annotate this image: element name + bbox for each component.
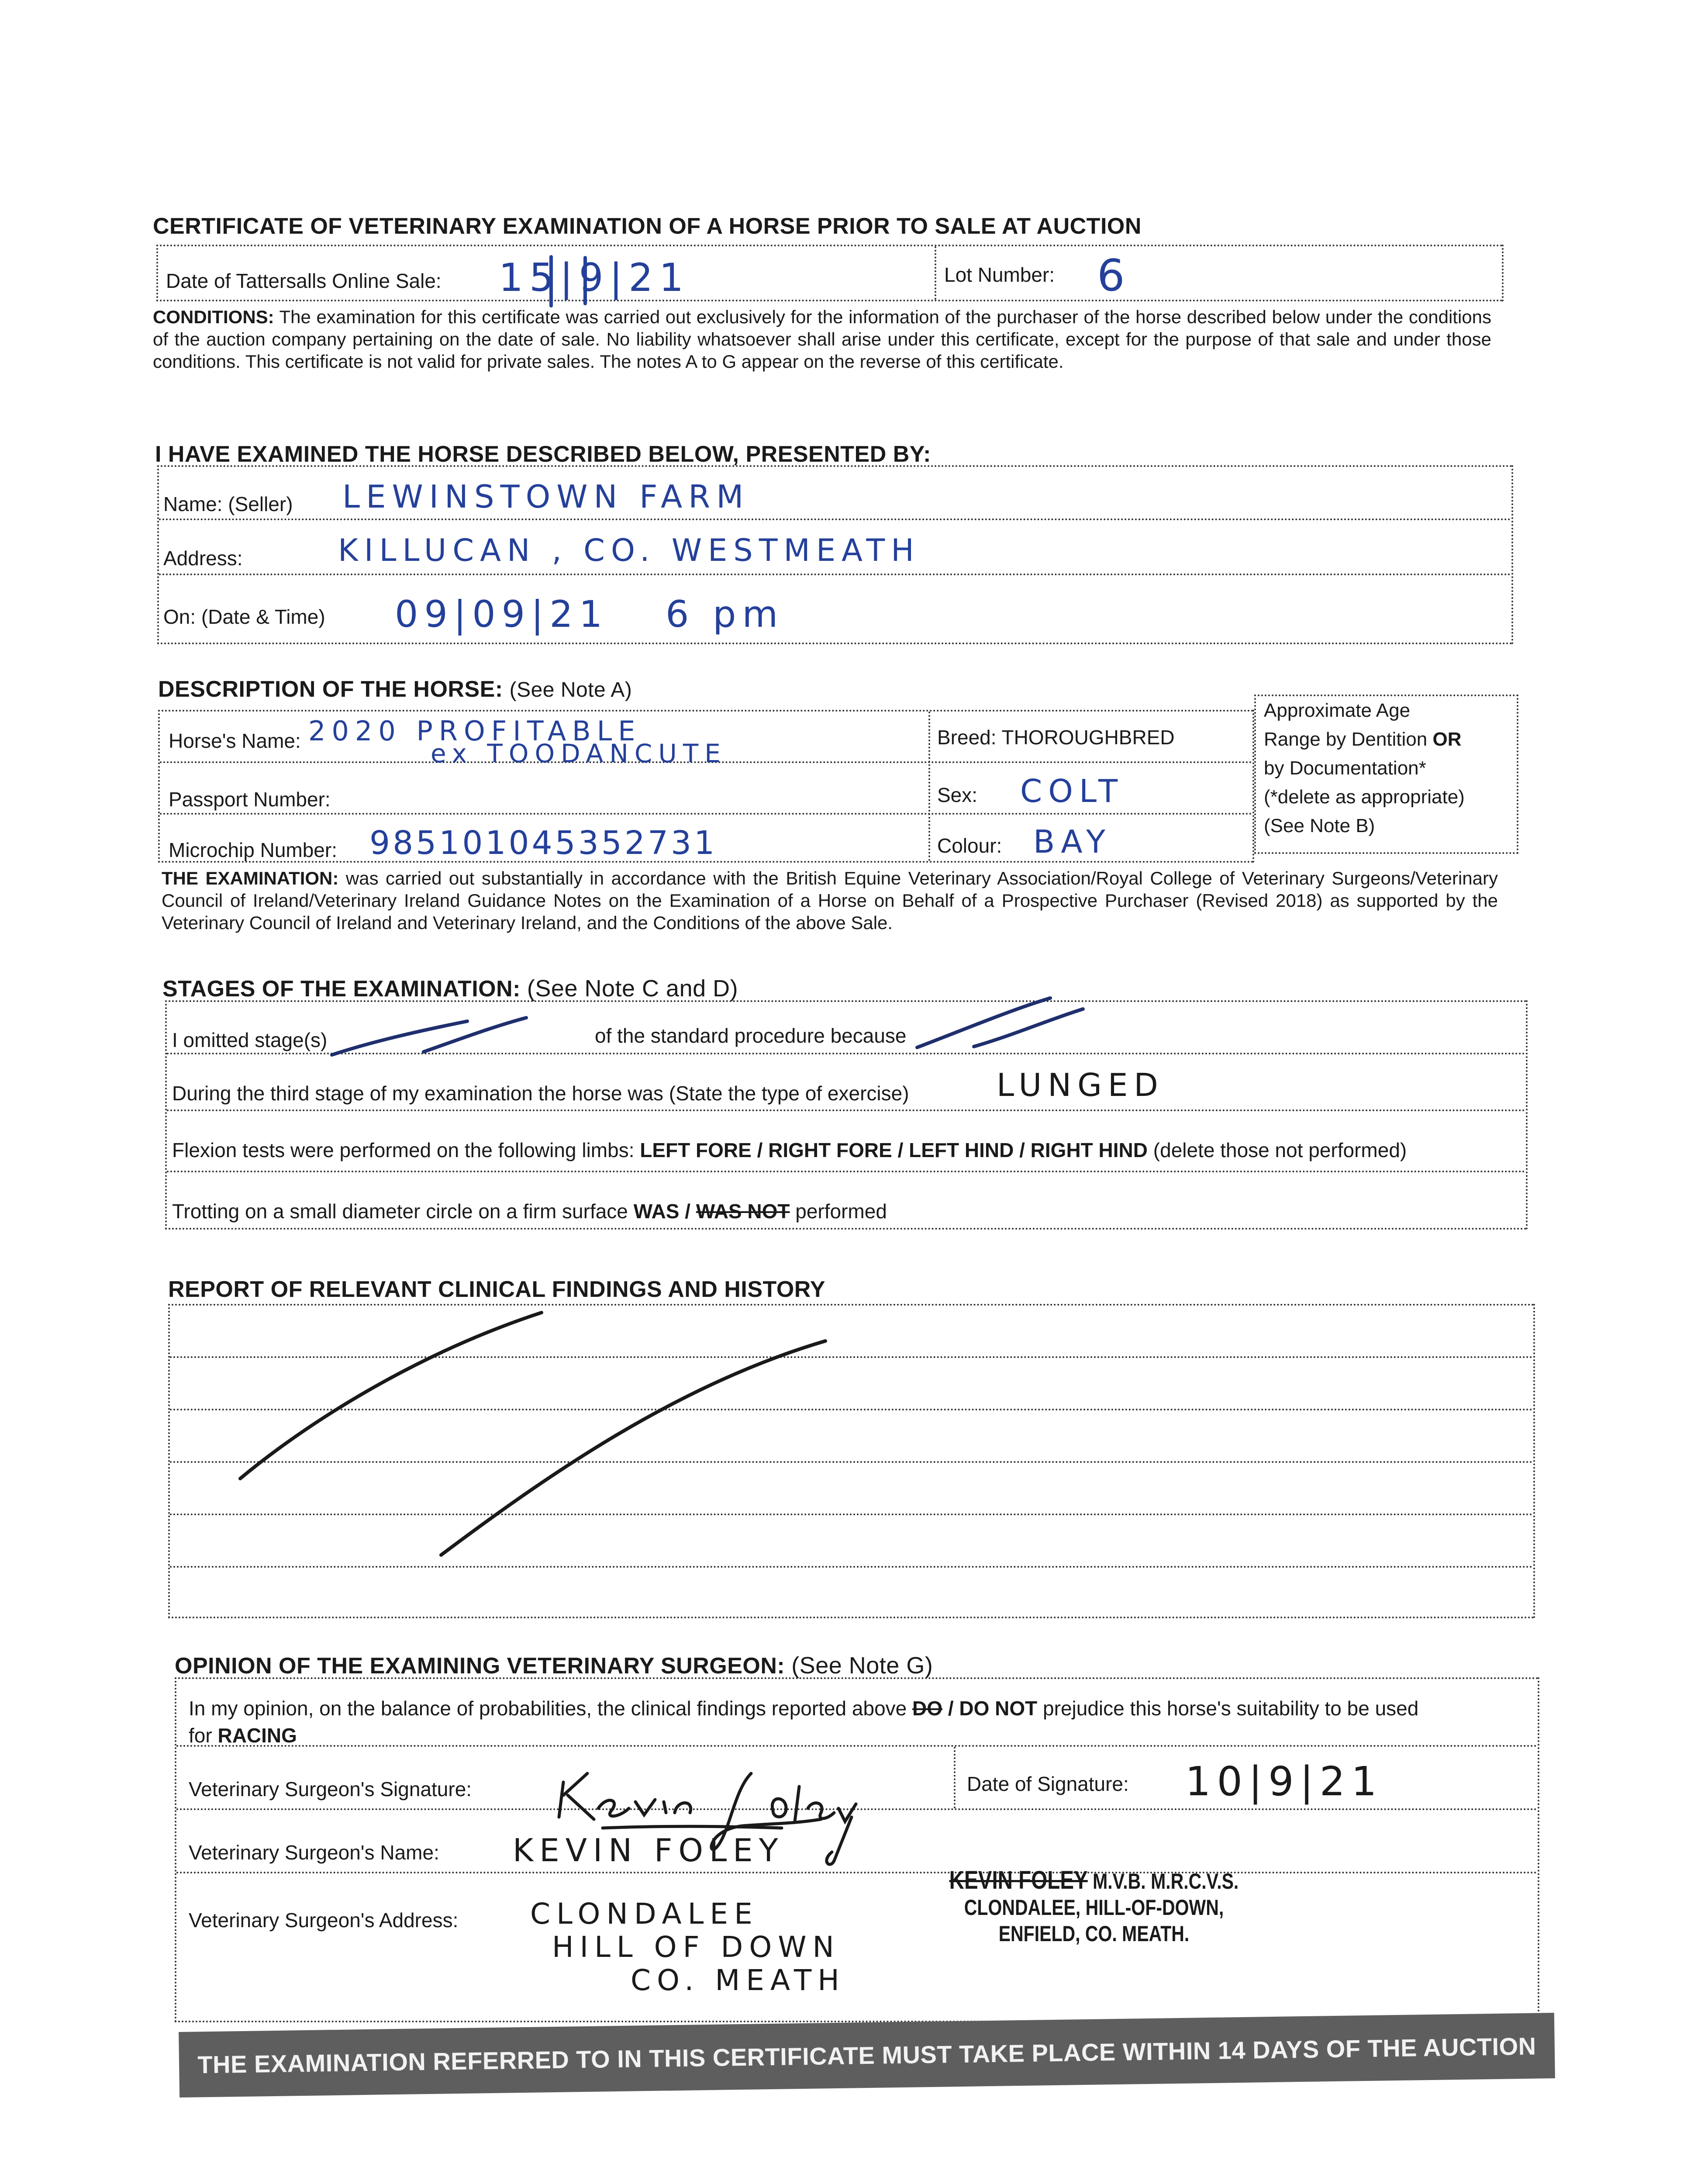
vet-stamp: KEVIN FOLEY M.V.B. M.R.C.V.S. CLONDALEE, HILL-OF-DOWN, ENFIELD, CO. MEATH. bbox=[949, 1866, 1239, 1946]
seller-address-value[interactable]: KILLUCAN , CO. WESTMEATH bbox=[338, 532, 920, 568]
conditions-heading: CONDITIONS: bbox=[153, 307, 274, 327]
omitted-stage-strike-marks bbox=[332, 998, 1083, 1055]
microchip-value[interactable]: 985101045352731 bbox=[369, 824, 718, 862]
breed-value: THOROUGHBRED bbox=[1001, 726, 1175, 749]
on-time-value[interactable]: 6 pm bbox=[666, 593, 784, 636]
omitted-stages-label: I omitted stage(s) bbox=[172, 1029, 328, 1051]
sex-value[interactable]: COLT bbox=[1020, 773, 1124, 809]
on-date-time-label: On: (Date & Time) bbox=[163, 605, 325, 628]
lot-number-label: Lot Number: bbox=[944, 263, 1055, 286]
third-stage-label: During the third stage of my examination the horse was (State the type of exercise) bbox=[172, 1082, 909, 1105]
seller-name-value[interactable]: LEWINSTOWN FARM bbox=[342, 478, 750, 515]
signature-scribble bbox=[559, 1773, 856, 1864]
sex-label: Sex: bbox=[937, 784, 978, 806]
opinion-note: (See Note G) bbox=[791, 1652, 933, 1679]
date-of-signature-value[interactable]: 10|9|21 bbox=[1185, 1758, 1383, 1805]
vet-address-value[interactable]: CLONDALEE HILL OF DOWN CO. MEATH bbox=[530, 1897, 845, 1997]
breed-label: Breed: bbox=[937, 726, 997, 749]
omitted-reason-label: of the standard procedure because bbox=[595, 1024, 907, 1047]
report-strike-lines bbox=[240, 1313, 825, 1555]
vet-name-value[interactable]: KEVIN FOLEY bbox=[513, 1832, 784, 1869]
age-range-text: Approximate Age Range by Dentition OR by Documentation* (*delete as appropriate) (See Note B) bbox=[1264, 700, 1465, 836]
horse-name-line2[interactable]: ex TOODANCUTE bbox=[431, 739, 727, 768]
certificate-title: CERTIFICATE OF VETERINARY EXAMINATION OF A HORSE PRIOR TO SALE AT AUCTION bbox=[153, 214, 1142, 239]
horse-name-label: Horse's Name: bbox=[169, 729, 301, 752]
colour-label: Colour: bbox=[937, 834, 1002, 857]
seller-address-label: Address: bbox=[163, 547, 243, 570]
presented-by-title: I HAVE EXAMINED THE HORSE DESCRIBED BELOW, PRESENTED BY: bbox=[155, 442, 931, 467]
trotting-text: Trotting on a small diameter circle on a firm surface WAS / WAS NOT performed bbox=[172, 1200, 887, 1223]
third-stage-value[interactable]: LUNGED bbox=[997, 1067, 1164, 1103]
stages-title: STAGES OF THE EXAMINATION: (See Note C and D) bbox=[162, 975, 738, 1002]
date-divider-strokes bbox=[551, 257, 585, 306]
sale-date-label: Date of Tattersalls Online Sale: bbox=[166, 270, 442, 292]
stages-note: (See Note C and D) bbox=[527, 975, 738, 1002]
description-note: (See Note A) bbox=[509, 678, 632, 702]
report-title: REPORT OF RELEVANT CLINICAL FINDINGS AND HISTORY bbox=[168, 1277, 826, 1302]
date-of-signature-label: Date of Signature: bbox=[967, 1773, 1129, 1795]
do-struck: DO bbox=[912, 1697, 943, 1720]
was-not-struck: WAS NOT bbox=[696, 1200, 790, 1223]
horse-name-line1[interactable]: 2020 PROFITABLE bbox=[308, 715, 642, 747]
passport-label: Passport Number: bbox=[169, 788, 331, 811]
conditions-text: The examination for this certificate was carried out exclusively for the information of the purchaser of the horse described below under the conditions of the auction company pertaining on the date of sale. No liability whatsoever shall arise under this certificate, except for the purpose of that sale and under those conditions. This certificate is not valid for private sales. The notes A to G appear on the reverse of this certificate. bbox=[153, 307, 1491, 372]
colour-value[interactable]: BAY bbox=[1033, 823, 1112, 860]
description-title: DESCRIPTION OF THE HORSE: (See Note A) bbox=[158, 677, 632, 702]
microchip-label: Microchip Number: bbox=[169, 839, 337, 861]
flexion-tests-text: Flexion tests were performed on the following limbs: LEFT FORE / RIGHT FORE / LEFT HIND / RIGHT HIND (delete those not performed) bbox=[172, 1139, 1407, 1161]
examination-text: was carried out substantially in accordance with the British Equine Veterinary Association/Royal College of Veterinary Surgeons/Veterinary Council of Ireland/Veterinary Ireland Guidance Notes on the Examination of a Horse on Behalf of a Prospective Purchaser (Revised 2018) as supported by the Veterinary Council of Ireland and Veterinary Ireland, and the Conditions of the above Sale. bbox=[162, 868, 1498, 933]
vet-address-label: Veterinary Surgeon's Address: bbox=[189, 1909, 459, 1932]
footer-banner: THE EXAMINATION REFERRED TO IN THIS CERTIFICATE MUST TAKE PLACE WITHIN 14 DAYS OF THE AUCTION bbox=[179, 2013, 1555, 2098]
sale-date-value[interactable]: 15|9|21 bbox=[499, 255, 690, 300]
seller-name-label: Name: (Seller) bbox=[163, 493, 293, 515]
lot-number-value[interactable]: 6 bbox=[1097, 250, 1131, 301]
vet-name-label: Veterinary Surgeon's Name: bbox=[189, 1841, 439, 1864]
examination-heading: THE EXAMINATION: bbox=[162, 868, 339, 888]
opinion-statement: In my opinion, on the balance of probabilities, the clinical findings reported above DO / DO NOT prejudice this horse's suitability to be used for RACING bbox=[189, 1697, 1419, 1747]
on-date-value[interactable]: 09|09|21 bbox=[395, 593, 609, 636]
signature-label: Veterinary Surgeon's Signature: bbox=[189, 1778, 472, 1800]
opinion-title: OPINION OF THE EXAMINING VETERINARY SURGEON: (See Note G) bbox=[175, 1652, 933, 1679]
